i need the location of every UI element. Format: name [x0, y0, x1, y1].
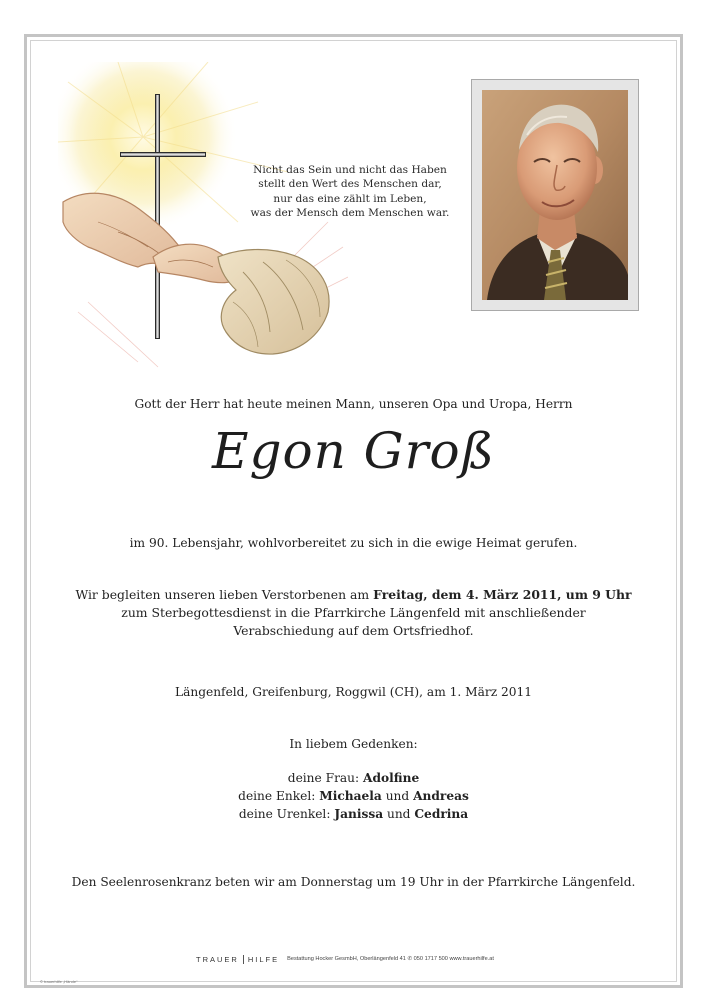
- memorial-quote: [248, 163, 452, 221]
- quote-line: Nicht das Sein und nicht das Haben: [253, 164, 447, 176]
- family-greatgrandchildren: [40, 805, 667, 823]
- memory-heading: In liebem Gedenken:: [289, 737, 418, 751]
- deceased-name: Egon Groß: [211, 422, 496, 480]
- family-wife: [40, 769, 667, 787]
- family-list: [40, 769, 667, 823]
- funeral-line-3: Verabschiedung auf dem Ortsfriedhof.: [233, 623, 474, 638]
- funeral-line-1: [40, 586, 667, 604]
- quote-line: was der Mensch dem Menschen war.: [250, 207, 450, 220]
- family-conjunction: und: [386, 807, 411, 821]
- funeral-line-2: zum Sterbegottesdienst in die Pfarrkirche Längenfeld mit anschließender: [121, 605, 586, 620]
- quote-line: stellt den Wert des Menschen dar,: [258, 178, 442, 191]
- footer: [196, 952, 494, 966]
- announcement-age-line: im 90. Lebensjahr, wohlvorbereitet zu sich in die ewige Heimat gerufen.: [129, 536, 578, 550]
- funeral-details: [40, 586, 667, 640]
- image-credit: © trauerhilfe „Hände“: [40, 979, 78, 984]
- quote-line: nur das eine zählt im Leben,: [273, 192, 427, 205]
- family-label: deine Enkel:: [238, 789, 320, 803]
- portrait-photo: [482, 90, 628, 300]
- family-member-name: Andreas: [413, 789, 469, 803]
- family-member-name: Adolfine: [363, 771, 420, 785]
- family-member-name: Michaela: [319, 789, 382, 803]
- family-label: deine Urenkel:: [238, 807, 335, 821]
- family-member-name: Janissa: [334, 807, 384, 821]
- portrait-frame: [471, 79, 639, 311]
- rosary-notice: Den Seelenrosenkranz beten wir am Donnerstag um 19 Uhr in der Pfarrkirche Längenfeld.: [71, 875, 636, 889]
- footer-logo-trauer: TRAUER: [196, 955, 244, 964]
- family-member-name: Cedrina: [414, 807, 469, 821]
- place-and-date: Längenfeld, Greifenburg, Roggwil (CH), am 1. März 2011: [174, 685, 533, 699]
- family-label: deine Frau:: [287, 771, 363, 785]
- footer-logo-hilfe: HILFE: [247, 954, 280, 964]
- family-grandchildren: [40, 787, 667, 805]
- announcement-intro: Gott der Herr hat heute meinen Mann, unseren Opa und Uropa, Herrn: [134, 397, 573, 411]
- family-conjunction: und: [385, 789, 410, 803]
- funeral-line-1-text: Wir begleiten unseren lieben Verstorbenen am: [75, 587, 374, 602]
- funeral-date-time: Freitag, dem 4. März 2011, um 9 Uhr: [373, 587, 632, 602]
- footer-contact: Bestattung Hocker GesmbH, Oberlängenfeld 41 ✆ 050 1717 500 www.trauerhilfe.at: [287, 956, 494, 962]
